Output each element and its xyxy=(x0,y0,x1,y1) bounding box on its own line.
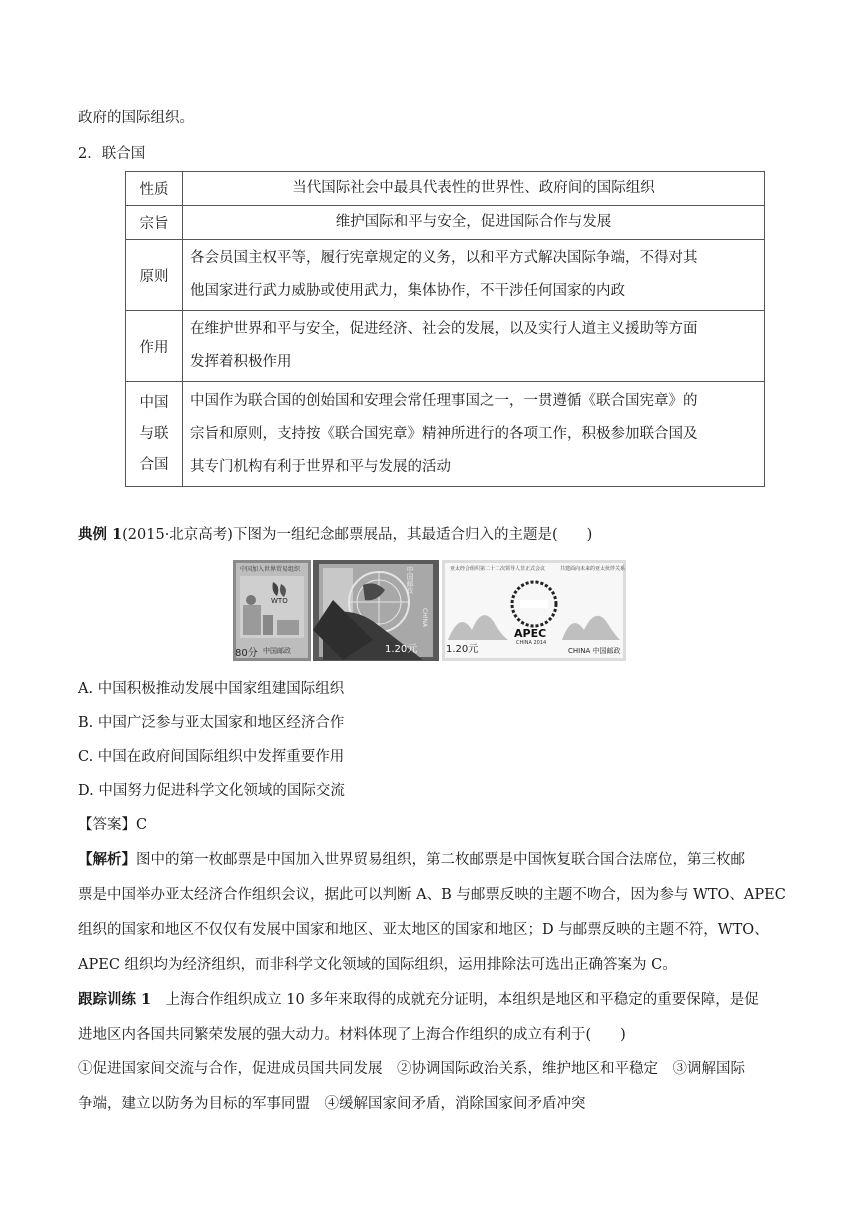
table-value-line: 各会员国主权平等，履行宪章规定的义务，以和平方式解决国际争端，不得对其 xyxy=(190,250,698,266)
analysis-line: 组织的国家和地区不仅仅有发展中国家和地区、亚太地区的国家和地区；D 与邮票反映的主题不符，WTO、 xyxy=(78,922,769,938)
stamp-side-text: CHINA xyxy=(421,608,428,628)
stamp-country: 中国邮政 xyxy=(263,647,291,655)
table-key: 性质 xyxy=(126,172,183,206)
table-key: 宗旨 xyxy=(126,206,183,240)
analysis-line: APEC 组织均为经济组织，而非科学文化领域的国际组织，运用排除法可选出正确答案为 C。 xyxy=(78,957,677,973)
training-line: ①促进国家间交流与合作，促进成员国共同发展 ②协调国际政治关系，维护地区和平稳定 ③调解国际 xyxy=(78,1061,745,1077)
section-heading: 2．联合国 xyxy=(78,146,146,162)
table-row xyxy=(126,240,765,311)
training-line: 进地区内各国共同繁荣发展的强大动力。材料体现了上海合作组织的成立有利于( ) xyxy=(78,1027,626,1043)
option-b: B. 中国广泛参与亚太国家和地区经济合作 xyxy=(78,715,345,731)
stamp-value: 1.20元 xyxy=(385,644,418,655)
wto-logo: WTO xyxy=(271,597,288,605)
stamp-apec xyxy=(442,560,626,661)
table-value-line: 在维护世界和平与安全，促进经济、社会的发展，以及实行人道主义援助等方面 xyxy=(190,321,698,337)
table-key: 原则 xyxy=(126,240,183,311)
table-row xyxy=(126,172,765,206)
training-line: 争端，建立以防务为目标的军事同盟 ④缓解国家间矛盾，消除国家间矛盾冲突 xyxy=(78,1096,586,1112)
un-table xyxy=(125,171,765,487)
table-value xyxy=(183,311,765,382)
stamp-country: 中国邮政 xyxy=(406,566,414,594)
table-row xyxy=(126,311,765,382)
table-value-line: 其专门机构有利于世界和平与发展的活动 xyxy=(190,458,451,475)
stamp-caption-left: 亚太经合组织第二十二次领导人非正式会议 xyxy=(450,566,546,572)
example-question xyxy=(78,525,592,545)
table-value: 当代国际社会中最具代表性的世界性、政府间的国际组织 xyxy=(183,172,765,206)
intro-continuation: 政府的国际组织。 xyxy=(78,110,194,126)
table-key-line: 中国 xyxy=(139,394,169,411)
table-key: 作用 xyxy=(126,311,183,382)
analysis-line xyxy=(78,850,745,870)
table-value-line: 发挥着积极作用 xyxy=(190,354,292,370)
example-label: 典例 1 xyxy=(78,526,123,543)
stamp-caption: 中国加入世界贸易组织 xyxy=(240,566,301,573)
training-line xyxy=(78,990,759,1010)
table-row xyxy=(126,206,765,240)
table-value xyxy=(183,382,765,487)
answer xyxy=(78,815,147,835)
training-label: 跟踪训练 1 xyxy=(78,991,152,1008)
answer-value: C xyxy=(136,817,148,833)
table-value-line: 他国家进行武力威胁或使用武力，集体协作，不干涉任何国家的内政 xyxy=(190,283,625,299)
option-d: D. 中国努力促进科学文化领域的国际交流 xyxy=(78,783,345,799)
table-value: 维护国际和平与安全，促进国际合作与发展 xyxy=(183,206,765,240)
table-value-line: 中国作为联合国的创始国和安理会常任理事国之一，一贯遵循《联合国宪章》的 xyxy=(190,392,698,409)
stamp-un xyxy=(313,560,439,661)
analysis-label: 【解析】 xyxy=(78,851,136,868)
answer-label: 【答案】 xyxy=(78,817,136,833)
table-key-line: 合国 xyxy=(139,456,169,473)
option-a: A. 中国积极推动发展中国家组建国际组织 xyxy=(78,681,345,697)
table-value-line: 宗旨和原则，支持按《联合国宪章》精神所进行的各项工作，积极参加联合国及 xyxy=(190,425,698,442)
stamp-caption-right: 共建面向未来的亚太伙伴关系 xyxy=(560,566,626,572)
stamp-wto xyxy=(233,560,311,661)
table-key-line: 与联 xyxy=(139,425,169,442)
option-c: C. 中国在政府间国际组织中发挥重要作用 xyxy=(78,749,345,765)
table-row xyxy=(126,382,765,487)
stamp-value: 1.20元 xyxy=(446,644,479,655)
table-key xyxy=(126,382,183,487)
stamp-country: CHINA 中国邮政 xyxy=(568,647,621,655)
training-text: 上海合作组织成立 10 多年来取得的成就充分证明，本组织是地区和平稳定的重要保障，是促 xyxy=(165,992,759,1008)
table-value xyxy=(183,240,765,311)
stamp-value: 80分 xyxy=(235,648,258,659)
apec-logo-sub: CHINA 2014 xyxy=(516,640,547,646)
example-text: (2015·北京高考)下图为一组纪念邮票展品，其最适合归入的主题是( ) xyxy=(122,527,593,543)
analysis-text: 图中的第一枚邮票是中国加入世界贸易组织，第二枚邮票是中国恢复联合国合法席位，第三枚邮 xyxy=(136,852,745,868)
apec-logo: APEC xyxy=(514,627,547,640)
analysis-line: 票是中国举办亚太经济合作组织会议，据此可以判断 A、B 与邮票反映的主题不吻合，因为参与 WTO、APEC xyxy=(78,887,786,903)
